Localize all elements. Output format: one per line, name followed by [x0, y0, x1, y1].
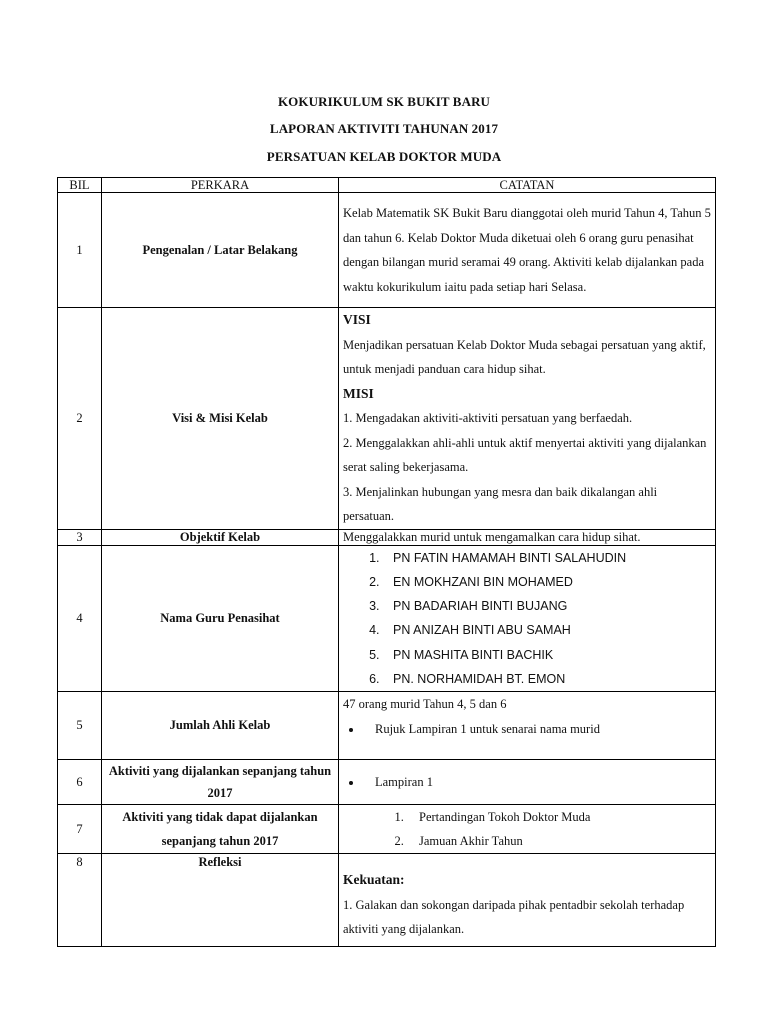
row-number: 1	[58, 193, 102, 308]
member-count: 47 orang murid Tahun 4, 5 dan 6	[343, 697, 507, 712]
row-number: 6	[58, 760, 102, 805]
list-item: 2. EN MOKHZANI BIN MOHAMED	[383, 570, 711, 594]
list-item: • Rujuk Lampiran 1 untuk senarai nama murid	[363, 717, 711, 742]
activity-bullets	[343, 770, 711, 795]
table-row	[58, 692, 716, 760]
list-item: 2. Jamuan Akhir Tahun	[407, 829, 711, 853]
list-item: 1. Pertandingan Tokoh Doktor Muda	[407, 805, 711, 829]
row-topic: Aktiviti yang dijalankan sepanjang tahun 2017	[102, 760, 339, 805]
table-row	[58, 308, 716, 530]
row-topic: Visi & Misi Kelab	[102, 308, 339, 530]
row-topic: Nama Guru Penasihat	[102, 545, 339, 692]
row-notes	[339, 308, 716, 530]
row-topic: Pengenalan / Latar Belakang	[102, 193, 339, 308]
visi-text: Menjadikan persatuan Kelab Doktor Muda sebagai persatuan yang aktif, untuk menjadi panduan cara hidup sihat.	[343, 337, 706, 376]
cancelled-list	[343, 805, 711, 853]
table-row	[58, 854, 716, 947]
list-item: 6. PN. NORHAMIDAH BT. EMON	[383, 667, 711, 691]
row-topic: Objektif Kelab	[102, 529, 339, 545]
row-topic: Aktiviti yang tidak dapat dijalankan sepanjang tahun 2017	[102, 805, 339, 854]
list-item: • Lampiran 1	[363, 770, 711, 795]
misi-item: 1. Mengadakan aktiviti-aktiviti persatuan yang berfaedah.	[343, 411, 633, 425]
report-title: LAPORAN AKTIVITI TAHUNAN 2017	[269, 121, 499, 136]
kekuatan-item: 1. Galakan dan sokongan daripada pihak pentadbir sekolah terhadap aktiviti yang dijalankan.	[343, 897, 685, 937]
header-catatan: CATATAN	[339, 178, 716, 193]
row-notes	[339, 692, 716, 760]
misi-item: 2. Menggalakkan ahli-ahli untuk aktif menyertai aktiviti yang dijalankan serat saling bekerjasama.	[343, 435, 707, 474]
row-notes: Menggalakkan murid untuk mengamalkan cara hidup sihat.	[339, 529, 716, 545]
member-bullets	[343, 717, 711, 742]
row-number: 3	[58, 529, 102, 545]
row-number: 4	[58, 545, 102, 692]
row-number: 7	[58, 805, 102, 854]
row-notes	[339, 545, 716, 692]
table-row	[58, 545, 716, 692]
row-notes	[339, 760, 716, 805]
row-number: 2	[58, 308, 102, 530]
table-header-row	[58, 178, 716, 193]
club-title: PERSATUAN KELAB DOKTOR MUDA	[266, 149, 502, 164]
advisor-list	[343, 546, 711, 692]
misi-item: 3. Menjalinkan hubungan yang mesra dan baik dikalangan ahli persatuan.	[343, 484, 658, 523]
table-row	[58, 760, 716, 805]
row-notes	[339, 805, 716, 854]
row-notes	[339, 854, 716, 947]
report-table	[57, 177, 716, 947]
row-number: 5	[58, 692, 102, 760]
list-item: 4. PN ANIZAH BINTI ABU SAMAH	[383, 618, 711, 642]
list-item: 1. PN FATIN HAMAMAH BINTI SALAHUDIN	[383, 546, 711, 570]
header-bil: BIL	[58, 178, 102, 193]
header-perkara: PERKARA	[102, 178, 339, 193]
row-notes: Kelab Matematik SK Bukit Baru dianggotai oleh murid Tahun 4, Tahun 5 dan tahun 6. Kelab Doktor Muda diketuai oleh 6 orang guru penasihat dengan bilangan murid seramai 49 orang. Aktiviti kelab dijalankan pada waktu kokurikulum iaitu pada setiap hari Selasa.	[339, 193, 716, 308]
school-title: KOKURIKULUM SK BUKIT BARU	[277, 94, 491, 109]
list-item: 5. PN MASHITA BINTI BACHIK	[383, 643, 711, 667]
row-topic: Jumlah Ahli Kelab	[102, 692, 339, 760]
kekuatan-heading: Kekuatan:	[343, 872, 405, 888]
table-row	[58, 193, 716, 308]
table-row	[58, 805, 716, 854]
row-number: 8	[58, 854, 102, 947]
misi-heading: MISI	[343, 385, 374, 401]
list-item: 3. PN BADARIAH BINTI BUJANG	[383, 594, 711, 618]
table-row	[58, 529, 716, 545]
visi-heading: VISI	[343, 312, 371, 327]
row-topic: Refleksi	[102, 854, 339, 947]
